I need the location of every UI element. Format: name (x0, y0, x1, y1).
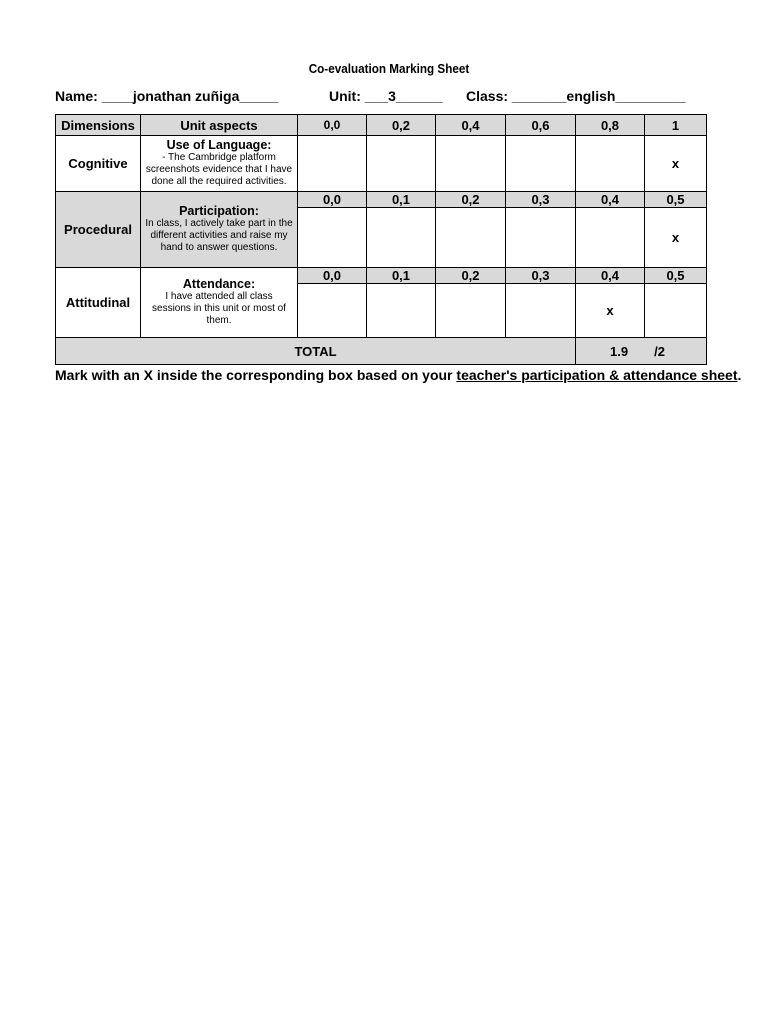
mark-cell[interactable]: x (645, 136, 707, 192)
column-header: 1 (645, 115, 707, 136)
mark-cell[interactable]: x (645, 208, 707, 268)
aspect-cell (141, 268, 298, 338)
mark-cell[interactable] (506, 208, 576, 268)
aspect-title: Use of Language: (166, 138, 272, 152)
column-header: 0,4 (436, 115, 506, 136)
aspect-title: Attendance: (182, 277, 256, 291)
aspect-description: - The Cambridge platform screenshots evidence that I have done all the required activities. (145, 152, 293, 187)
mark-cell[interactable] (298, 136, 367, 192)
page-title: Co-evaluation Marking Sheet (308, 61, 470, 76)
aspect-description: In class, I actively take part in the different activities and raise my hand to answer questions. (145, 218, 293, 253)
total-score: 1.9 (610, 343, 629, 359)
mark-cell[interactable]: x (576, 284, 645, 338)
instructions-end: . (737, 367, 742, 383)
instructions-text: Mark with an X inside the corresponding box based on your (55, 367, 457, 383)
subscale-header: 0,0 (298, 268, 367, 284)
column-header: 0,6 (506, 115, 576, 136)
mark-cell[interactable] (298, 284, 367, 338)
subscale-header: 0,2 (436, 268, 506, 284)
subscale-header: 0,5 (645, 268, 707, 284)
dimension-cognitive: Cognitive (56, 136, 141, 192)
column-header: 0,0 (298, 115, 367, 136)
mark-cell[interactable] (298, 208, 367, 268)
subscale-header: 0,1 (367, 268, 436, 284)
student-name-field: Name: ____jonathan zuñiga_____ (55, 88, 279, 104)
mark-cell[interactable] (576, 136, 645, 192)
aspect-cell (141, 136, 298, 192)
total-row (56, 338, 707, 365)
subscale-header: 0,4 (576, 192, 645, 208)
mark-cell[interactable] (436, 208, 506, 268)
column-header: 0,8 (576, 115, 645, 136)
subscale-header: 0,0 (298, 192, 367, 208)
total-score-cell (576, 338, 707, 365)
aspect-cell (141, 192, 298, 268)
column-header: 0,2 (367, 115, 436, 136)
subscale-header: 0,2 (436, 192, 506, 208)
column-header: Unit aspects (141, 115, 298, 136)
unit-field: Unit: ___3______ (329, 88, 443, 104)
mark-cell[interactable] (436, 136, 506, 192)
aspect-description: I have attended all class sessions in this unit or most of them. (152, 291, 286, 326)
instructions-note (55, 367, 741, 383)
mark-cell[interactable] (576, 208, 645, 268)
class-field: Class: _______english_________ (466, 88, 686, 104)
dimension-attitudinal: Attitudinal (56, 268, 141, 338)
column-header: Dimensions (56, 115, 141, 136)
max-score: /2 (654, 343, 665, 359)
subscale-header: 0,4 (576, 268, 645, 284)
mark-cell[interactable] (436, 284, 506, 338)
subscale-header: 0,3 (506, 268, 576, 284)
marking-table (55, 114, 707, 365)
mark-cell[interactable] (367, 284, 436, 338)
aspect-title: Participation: (179, 204, 259, 218)
mark-cell[interactable] (367, 208, 436, 268)
table-row (56, 136, 707, 192)
mark-cell[interactable] (506, 284, 576, 338)
subscale-row (56, 192, 707, 208)
mark-cell[interactable] (645, 284, 707, 338)
total-label: TOTAL (56, 338, 576, 365)
mark-cell[interactable] (367, 136, 436, 192)
instructions-underlined: teacher's participation & attendance sheet (456, 367, 738, 383)
subscale-header: 0,3 (506, 192, 576, 208)
mark-cell[interactable] (506, 136, 576, 192)
subscale-header: 0,5 (645, 192, 707, 208)
subscale-header: 0,1 (367, 192, 436, 208)
subscale-row (56, 268, 707, 284)
table-header-row (56, 115, 707, 136)
dimension-procedural: Procedural (56, 192, 141, 268)
